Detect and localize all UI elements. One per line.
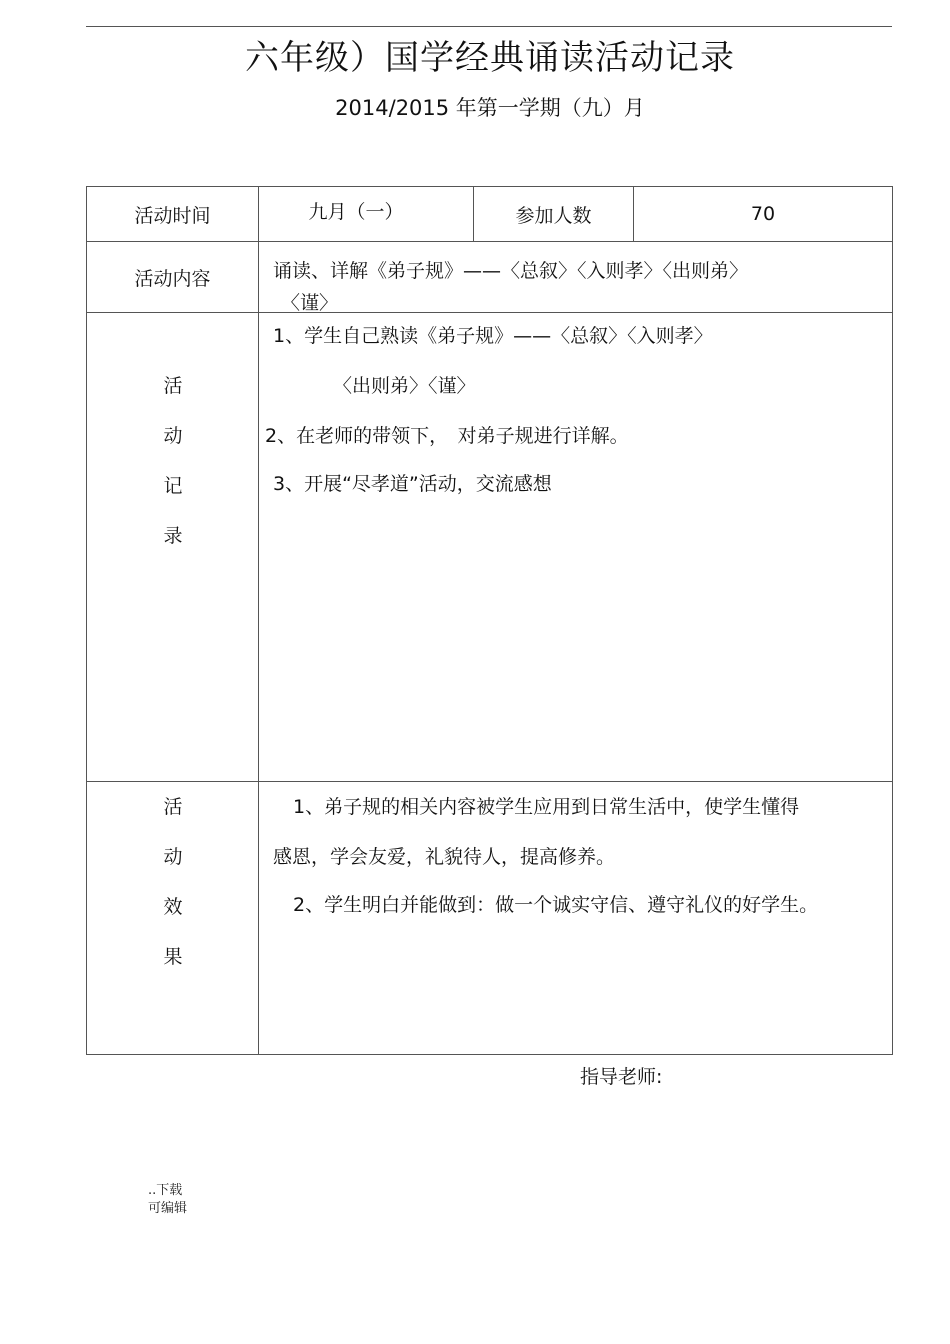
content-line-2: 〈谨〉 (281, 292, 339, 314)
effect-label-char: 效 (163, 896, 183, 918)
footer-line-1: ..下载 (148, 1183, 183, 1198)
time-label: 活动时间 (87, 187, 259, 242)
effect-label-char: 动 (163, 846, 183, 868)
page-subtitle: 2014/2015 年第一学期（九）月 (335, 96, 645, 120)
activity-record-table (86, 186, 893, 1055)
effect-line-3: 2、学生明白并能做到：做一个诚实守信、遵守礼仪的好学生。 (293, 894, 819, 916)
time-value-cell (259, 187, 474, 242)
table-row-effect (87, 782, 893, 1055)
content-label: 活动内容 (87, 242, 259, 313)
record-label (87, 361, 259, 561)
teacher-signature-label: 指导老师: (580, 1066, 663, 1088)
record-line-3: 2、在老师的带领下， 对弟子规进行详解。 (265, 425, 629, 447)
table-row-content (87, 242, 893, 313)
content-cell (259, 242, 893, 313)
content-line-1: 诵读、详解《弟子规》——〈总叙〉〈入则孝〉〈出则弟〉 (273, 260, 749, 282)
effect-line-1: 1、弟子规的相关内容被学生应用到日常生活中，使学生懂得 (293, 796, 800, 818)
table-row-time (87, 187, 893, 242)
record-line-1: 1、学生自己熟读《弟子规》——〈总叙〉〈入则孝〉 (273, 325, 713, 347)
footer-note (148, 1182, 187, 1218)
record-label-char: 记 (163, 475, 183, 497)
footer-line-2: 可编辑 (148, 1201, 188, 1216)
page-title: 六年级）国学经典诵读活动记录 (245, 38, 735, 78)
effect-content-cell (259, 782, 893, 1055)
table-row-record (87, 313, 893, 782)
effect-label-char: 活 (163, 796, 183, 818)
record-content-cell (259, 313, 893, 782)
record-label-char: 动 (163, 425, 183, 447)
effect-label-char: 果 (163, 946, 183, 968)
record-label-cell (87, 313, 259, 782)
effect-label-cell (87, 782, 259, 1055)
count-label: 参加人数 (474, 187, 634, 242)
effect-label (87, 782, 259, 982)
count-value: 70 (634, 187, 893, 242)
top-rule (86, 26, 892, 27)
record-label-char: 活 (163, 375, 183, 397)
effect-line-2: 感恩，学会友爱，礼貌待人，提高修养。 (273, 846, 616, 868)
record-line-4: 3、开展“尽孝道”活动，交流感想 (273, 473, 552, 495)
record-label-char: 录 (163, 525, 183, 547)
record-line-2: 〈出则弟〉〈谨〉 (333, 375, 476, 397)
time-value: 九月（一） (308, 201, 404, 223)
